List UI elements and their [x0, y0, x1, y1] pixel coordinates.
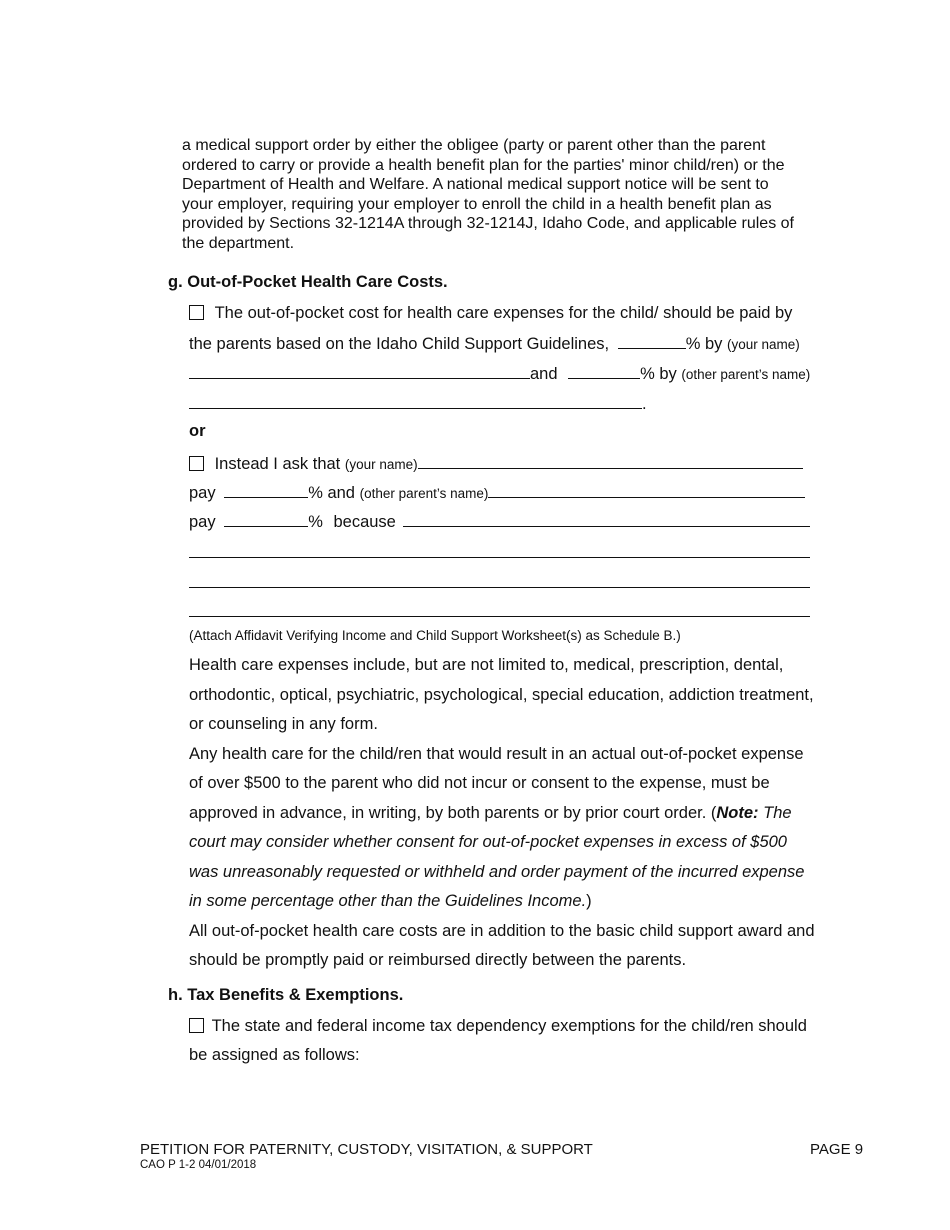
- option1-line2: [189, 333, 800, 354]
- para-text: approved in advance, in writing, by both parents or by prior court order. (: [189, 803, 717, 822]
- option1-line3: [189, 363, 810, 384]
- instead-name-field[interactable]: [418, 453, 803, 469]
- option1-text: The out-of-pocket cost for health care expenses for the child/ should be paid by: [214, 304, 793, 322]
- option2-line2: [189, 482, 805, 503]
- health-care-paragraphs: [189, 651, 815, 976]
- percent-label: %: [308, 513, 323, 531]
- para-line: orthodontic, optical, psychiatric, psychological, special education, addiction treatment,: [189, 685, 814, 704]
- attach-note: (Attach Affidavit Verifying Income and Child Support Worksheet(s) as Schedule B.): [189, 628, 681, 643]
- para-line: should be promptly paid or reimbursed directly between the parents.: [189, 951, 687, 969]
- option2-line1: [189, 453, 803, 474]
- para-line: or counseling in any form.: [189, 715, 378, 733]
- other-parent-label: (other parent’s name): [359, 486, 489, 501]
- footer-title: PETITION FOR PATERNITY, CUSTODY, VISITATION, & SUPPORT: [140, 1141, 593, 1158]
- intro-line: your employer, requiring your employer to enroll the child in a health benefit plan as: [182, 195, 772, 213]
- note-label: Note:: [716, 803, 759, 822]
- option1-line4: [189, 393, 647, 414]
- tax-exemption-checkbox[interactable]: [189, 1018, 204, 1033]
- option2-line3: [189, 511, 810, 532]
- because-field[interactable]: [403, 511, 810, 527]
- your-name-field[interactable]: [189, 363, 530, 379]
- percent-by-label: % by: [685, 335, 723, 353]
- percent-by-label: % by: [640, 365, 677, 383]
- para-line: All out-of-pocket health care costs are in addition to the basic child support award and: [189, 921, 815, 940]
- your-percent-field[interactable]: [618, 333, 686, 349]
- section-h-heading: h. Tax Benefits & Exemptions.: [168, 986, 404, 1004]
- other-parent-label: (other parent’s name): [681, 367, 811, 382]
- para-line: Any health care for the child/ren that would result in an actual out-of-pocket expense: [189, 744, 804, 763]
- note-close: ): [586, 892, 592, 910]
- percent-and-label: % and: [308, 484, 355, 502]
- your-name-label: (your name): [727, 337, 800, 352]
- option1-line1: [189, 304, 792, 323]
- intro-line: Department of Health and Welfare. A national medical support notice will be sent to: [182, 176, 769, 193]
- option1-checkbox[interactable]: [189, 305, 204, 320]
- period: .: [642, 395, 647, 413]
- instead-text: Instead I ask that: [214, 455, 341, 473]
- other-percent-field[interactable]: [568, 363, 640, 379]
- note-text: was unreasonably requested or withheld and order payment of the incurred expense: [189, 862, 805, 881]
- and-label: and: [530, 365, 558, 383]
- intro-paragraph: [182, 136, 794, 253]
- your-name-label: (your name): [344, 457, 418, 472]
- intro-line: the department.: [182, 234, 295, 252]
- para-line: Health care expenses include, but are not limited to, medical, prescription, dental,: [189, 656, 784, 674]
- para-line: [189, 799, 815, 829]
- option2-checkbox[interactable]: [189, 456, 204, 471]
- footer-page: PAGE 9: [810, 1141, 864, 1158]
- tax-exemption-text: The state and federal income tax dependency exemptions for the child/ren should: [211, 1017, 807, 1035]
- because-line-1[interactable]: [189, 557, 810, 558]
- pay-label: pay: [189, 484, 216, 502]
- because-line-3[interactable]: [189, 616, 810, 617]
- footer-code: CAO P 1-2 04/01/2018: [140, 1159, 257, 1171]
- intro-line: provided by Sections 32-1214A through 32-1214J, Idaho Code, and applicable rules of: [182, 215, 794, 232]
- option2-other-name-field[interactable]: [488, 482, 805, 498]
- para-line: [189, 828, 815, 858]
- para-line: of over $500 to the parent who did not incur or consent to the expense, must be: [189, 774, 770, 792]
- pay-label: pay: [189, 513, 216, 531]
- section-h-line1: [189, 1017, 807, 1036]
- section-h-line2: be assigned as follows:: [189, 1046, 360, 1064]
- pay-percent-field-2[interactable]: [224, 511, 308, 527]
- note-text: court may consider whether consent for out-of-pocket expenses in excess of $500: [189, 833, 787, 851]
- because-label: because: [333, 513, 396, 531]
- or-label: or: [189, 422, 206, 440]
- intro-line: a medical support order by either the obligee (party or parent other than the parent: [182, 137, 766, 154]
- other-parent-name-field[interactable]: [189, 393, 642, 409]
- because-line-2[interactable]: [189, 587, 810, 588]
- para-line: [189, 887, 815, 917]
- section-g-heading: g. Out-of-Pocket Health Care Costs.: [168, 273, 448, 291]
- note-text: The: [758, 803, 792, 822]
- option1-guidelines-text: the parents based on the Idaho Child Support Guidelines,: [189, 335, 610, 353]
- pay-percent-field-1[interactable]: [224, 482, 308, 498]
- para-line: [189, 858, 815, 888]
- intro-line: ordered to carry or provide a health benefit plan for the parties' minor child/ren) or the: [182, 156, 785, 174]
- note-text: in some percentage other than the Guidelines Income.: [189, 892, 587, 910]
